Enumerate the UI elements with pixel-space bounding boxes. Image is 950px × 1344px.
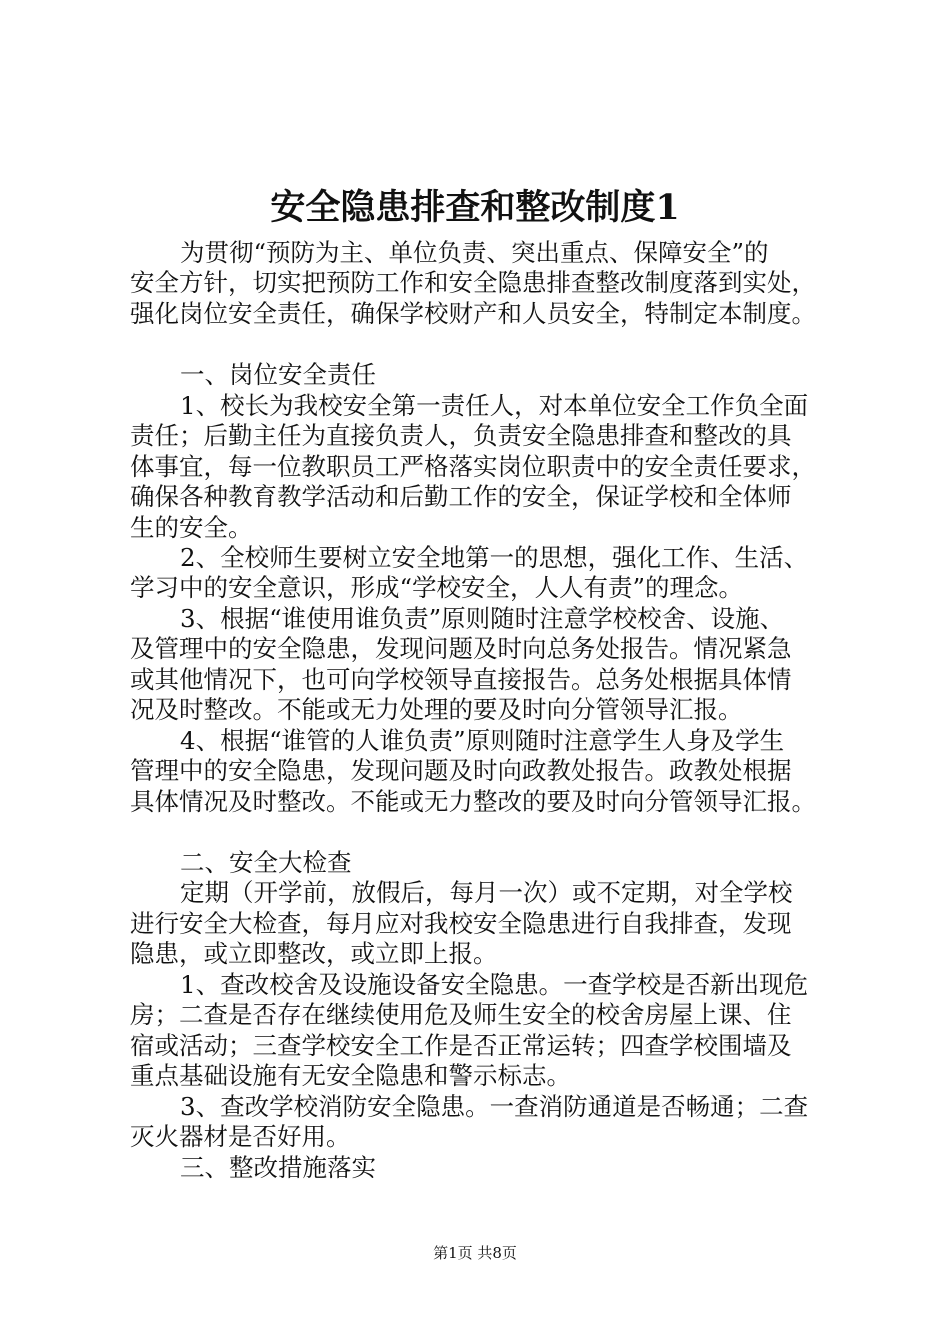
paragraph-line: 为贯彻“预防为主、单位负责、突出重点、保障安全”的 (180, 238, 769, 267)
paragraph-line: 安全方针，切实把预防工作和安全隐患排查整改制度落到实处， (130, 268, 816, 297)
paragraph-line: 重点基础设施有无安全隐患和警示标志。 (130, 1061, 571, 1090)
paragraph-line: 或其他情况下，也可向学校领导直接报告。总务处根据具体情 (130, 665, 792, 694)
paragraph-line: 况及时整改。不能或无力处理的要及时向分管领导汇报。 (130, 695, 743, 724)
section-heading: 二、安全大检查 (180, 848, 352, 877)
paragraph-line: 房；二查是否存在继续使用危及师生安全的校舍房屋上课、住 (130, 1000, 792, 1029)
paragraph-line: 隐患，或立即整改，或立即上报。 (130, 939, 498, 968)
paragraph-line: 管理中的安全隐患，发现问题及时向政教处报告。政教处根据 (130, 756, 792, 785)
paragraph-line: 灭火器材是否好用。 (130, 1122, 351, 1151)
paragraph-line: 进行安全大检查，每月应对我校安全隐患进行自我排查，发现 (130, 909, 792, 938)
paragraph-line: 确保各种教育教学活动和后勤工作的安全，保证学校和全体师 (130, 482, 792, 511)
paragraph-line: 3、查改学校消防安全隐患。一查消防通道是否畅通；二查 (180, 1092, 809, 1121)
paragraph-line: 2、全校师生要树立安全地第一的思想，强化工作、生活、 (180, 543, 809, 572)
paragraph-line: 定期（开学前，放假后，每月一次）或不定期，对全学校 (180, 878, 793, 907)
paragraph-line: 生的安全。 (130, 513, 253, 542)
paragraph-line: 责任；后勤主任为直接负责人，负责安全隐患排查和整改的具 (130, 421, 792, 450)
paragraph-line: 及管理中的安全隐患，发现问题及时向总务处报告。情况紧急 (130, 634, 792, 663)
page-footer: 第1页 共8页 (433, 1244, 517, 1262)
section-heading: 一、岗位安全责任 (180, 360, 376, 389)
paragraph-line: 强化岗位安全责任，确保学校财产和人员安全，特制定本制度。 (130, 299, 816, 328)
paragraph-line: 1、查改校舍及设施设备安全隐患。一查学校是否新出现危 (180, 970, 809, 999)
paragraph-line: 1、校长为我校安全第一责任人，对本单位安全工作负全面 (180, 391, 809, 420)
paragraph-line: 4、根据“谁管的人谁负责”原则随时注意学生人身及学生 (180, 726, 785, 755)
paragraph-line: 体事宜，每一位教职员工严格落实岗位职责中的安全责任要求， (130, 452, 816, 481)
section-heading: 三、整改措施落实 (180, 1153, 376, 1182)
document-title: 安全隐患排查和整改制度1 (270, 187, 680, 228)
paragraph-line: 3、根据“谁使用谁负责”原则随时注意学校校舍、设施、 (180, 604, 785, 633)
paragraph-line: 学习中的安全意识，形成“学校安全，人人有责”的理念。 (130, 573, 744, 602)
paragraph-line: 具体情况及时整改。不能或无力整改的要及时向分管领导汇报。 (130, 787, 816, 816)
paragraph-line: 宿或活动；三查学校安全工作是否正常运转；四查学校围墙及 (130, 1031, 792, 1060)
